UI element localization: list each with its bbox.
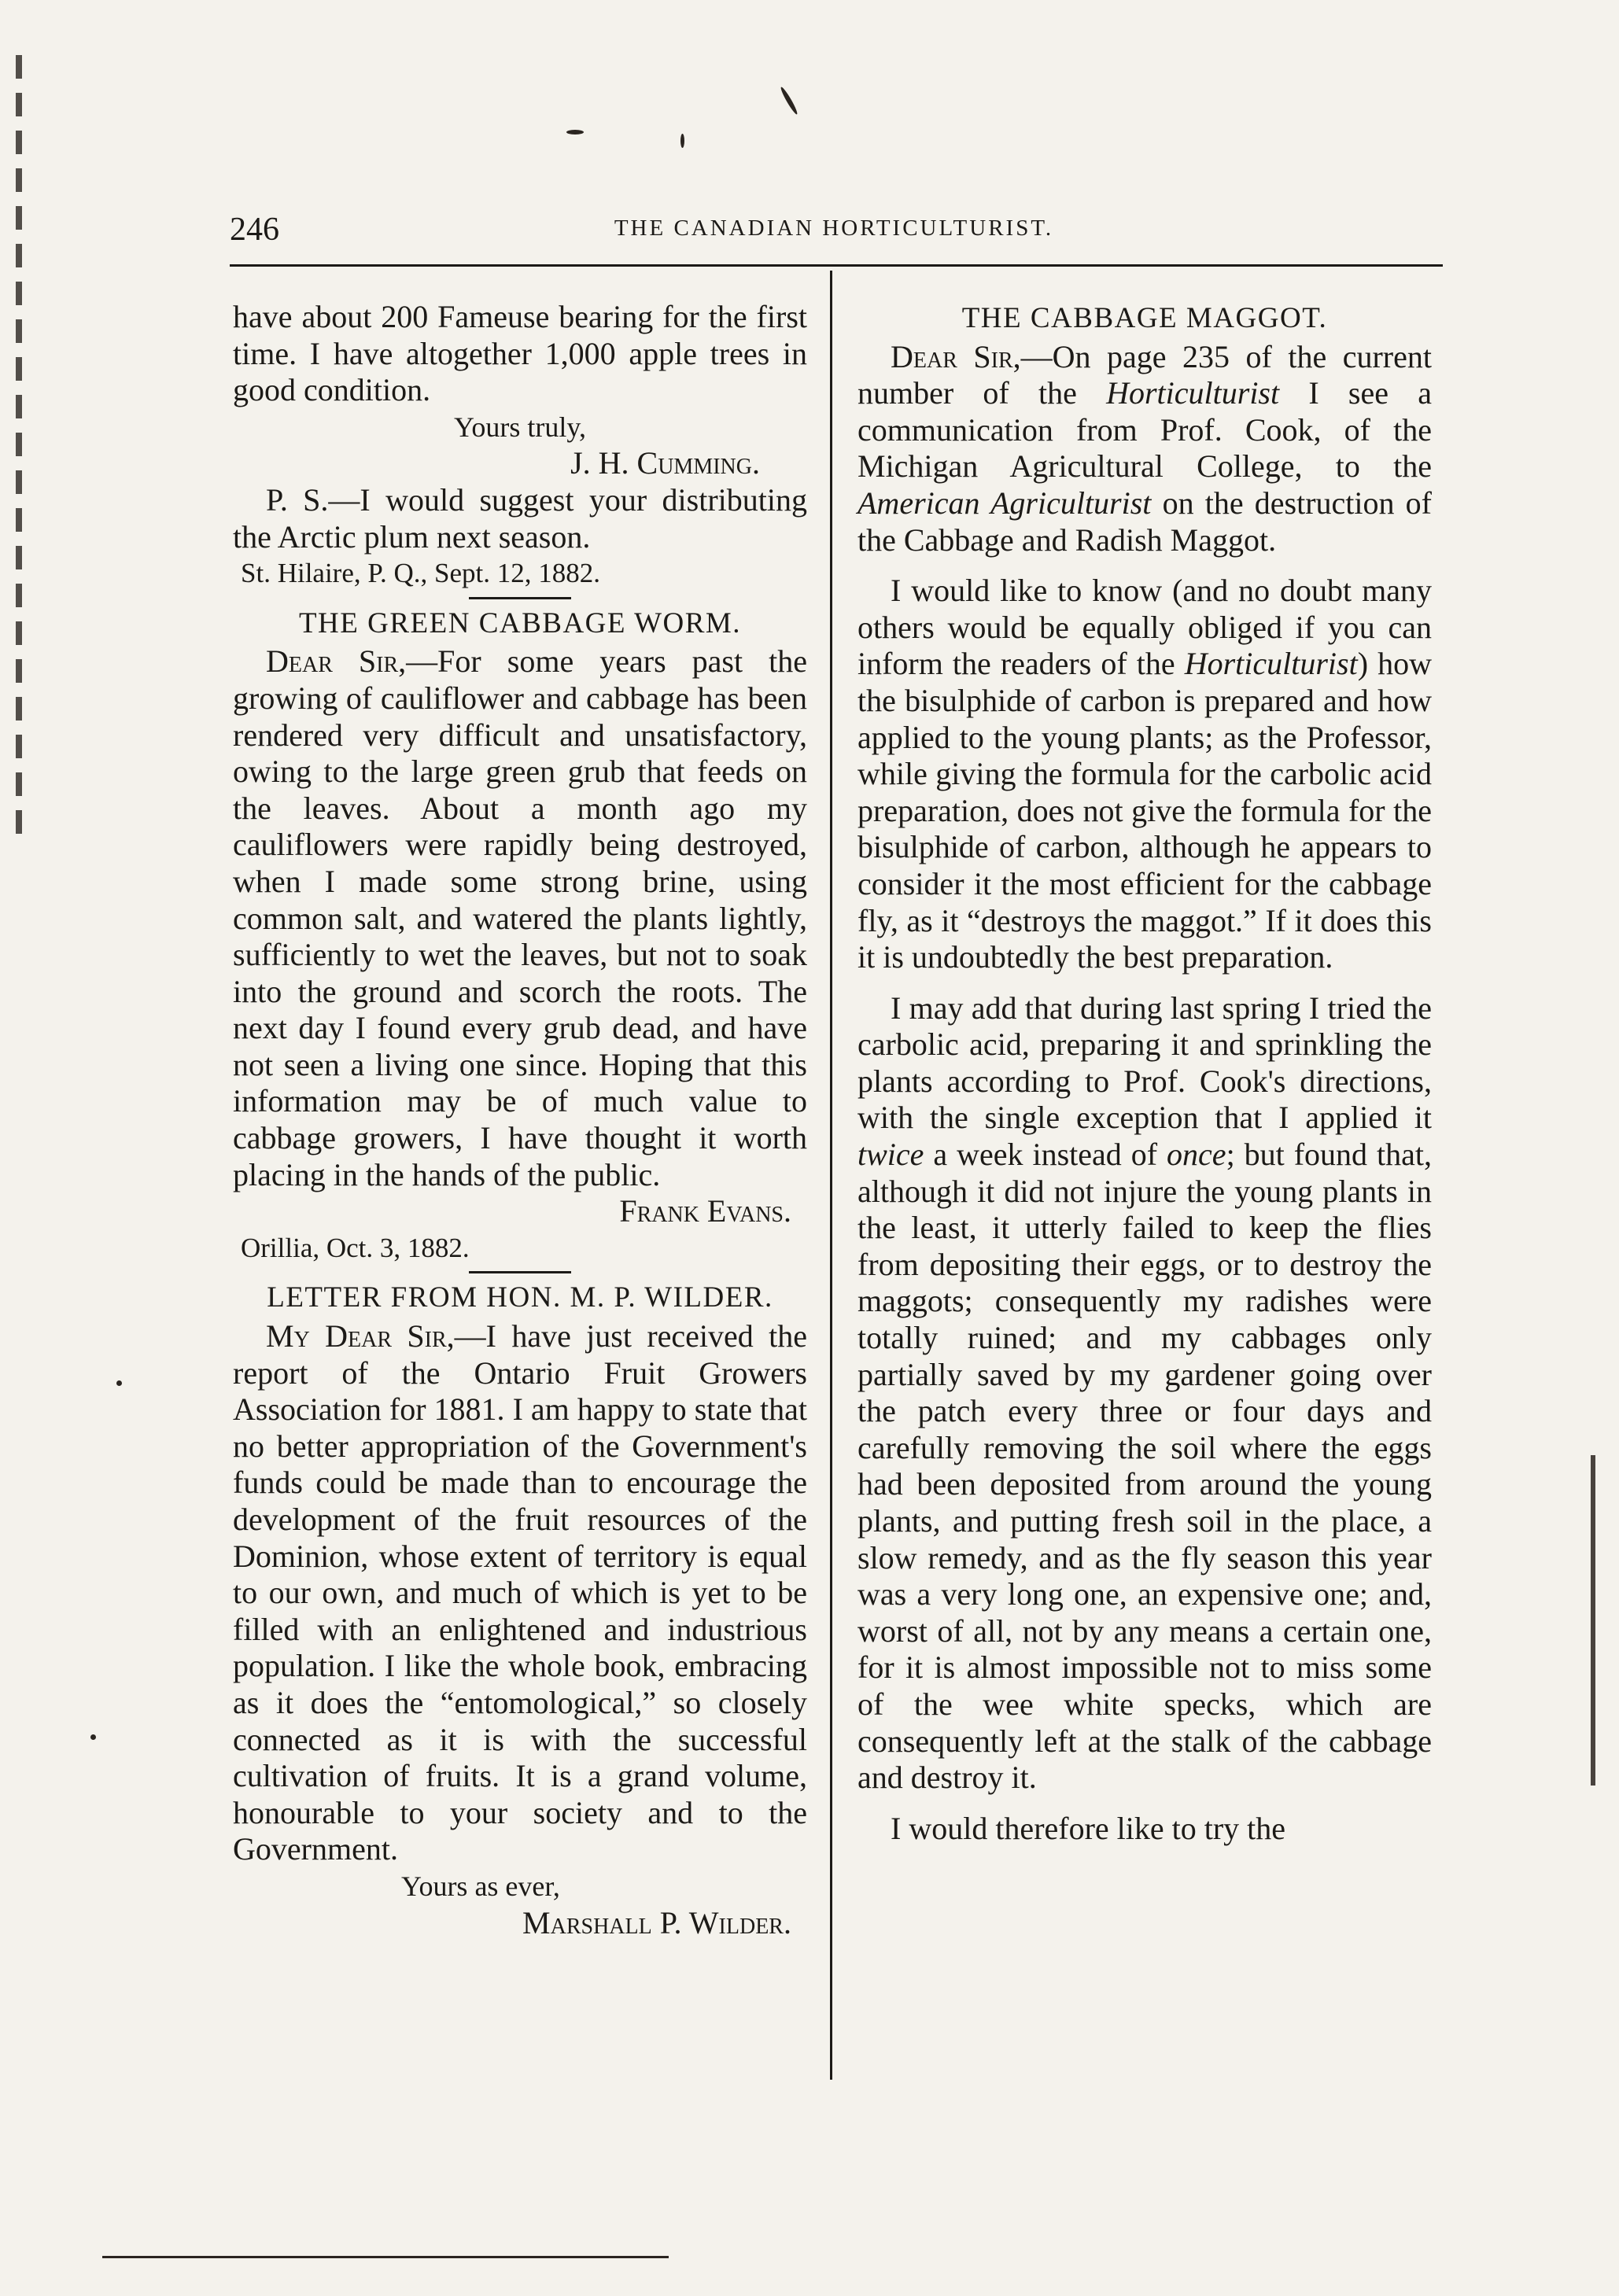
dateline: St. Hilaire, P. Q., Sept. 12, 1882. [241, 558, 600, 589]
salutation: Dear Sir, [266, 643, 407, 680]
paragraph: I may add that during last spring I tried the carbolic acid, preparing it and sprinkling the plants according to Prof. Cook's directions, with the single exception that I applied it twice a week instead of once; but found that, although it did not injure the young plants in the least, it utterly failed to keep the flies from depositing their eggs, or to destroy the maggots; consequently my radishes were totally ruined; and my cabbages only partially saved by my gardener going over the patch every three or four days and carefully removing the soil where the eggs had been deposited from around the young plants, and putting fresh soil in the place, a slow remedy, and as the fly season this year was a very long one, an expensive one; and, worst of all, not by any means a certain one, for it is almost impossible not to miss some of the wee white specks, which are consequently left at the stalk of the cabbage and destroy it. [857, 990, 1432, 1796]
scan-speck [566, 130, 584, 135]
complimentary-close: Yours truly, [453, 411, 587, 443]
paragraph: I would like to know (and no doubt many others would be equally obliged if you can inform the readers of the Horticulturist) how the bisulphide of carbon is prepared and how applied to the young plants; as the Professor, while giving the formula for the carbolic acid preparation, does not give the formula for the bisulphide of carbon, although he appears to consider it the most efficient for the cabbage fly, as it “destroys the maggot.” If it does this it is undoubtedly the best preparation. [857, 573, 1433, 975]
scan-speck [680, 134, 684, 148]
left-column [233, 299, 807, 1941]
footer-rule [102, 2256, 669, 2258]
running-header [230, 211, 1438, 258]
salutation: Dear Sir, [891, 338, 1021, 374]
signature: J. H. Cumming. [570, 445, 760, 481]
postscript: P. S.—I would suggest your distributing the Arctic plum next season. [233, 481, 807, 555]
signature: Marshall P. Wilder. [522, 1904, 791, 1940]
page-number: 246 [230, 212, 279, 248]
complimentary-close: Yours as ever, [401, 1870, 560, 1902]
section-rule [469, 1271, 571, 1273]
scan-speck [90, 1734, 96, 1740]
paragraph: I would therefore like to try the [891, 1810, 1286, 1846]
column-divider [830, 271, 832, 2080]
heading: LETTER FROM HON. M. P. WILDER. [267, 1281, 773, 1314]
heading: THE CABBAGE MAGGOT. [961, 302, 1328, 334]
scan-speck [779, 86, 798, 116]
paragraph: Dear Sir,—On page 235 of the current number of the Horticulturist I see a communication from Prof. Cook, of the Michigan Agricultural College, to the American Agriculturist on the destruction of the Cabbage and Radish Maggot. [857, 338, 1432, 558]
scan-edge-artifact [1591, 1455, 1595, 1786]
header-rule [230, 264, 1443, 267]
dateline: Orillia, Oct. 3, 1882. [241, 1232, 470, 1263]
scan-edge-artifact [16, 55, 22, 842]
running-title: THE CANADIAN HORTICULTURIST. [614, 216, 1054, 241]
scan-speck [116, 1380, 122, 1386]
salutation: My Dear Sir, [266, 1318, 455, 1354]
heading: THE GREEN CABBAGE WORM. [298, 606, 742, 639]
section-rule [469, 597, 571, 599]
paragraph: My Dear Sir,—I have just received the report of the Ontario Fruit Growers Association for 1881. I am happy to state that no better appropriation of the Government's funds could be made than to encourage the development of the fruit resources of the Dominion, whose extent of territory is equal to our own, and much of which is yet to be filled with an enlightened and industrious population. I like the whole book, embracing as it does the “entomological,” so closely connected as it is with the successful cultivation of fruits. It is a grand volume, honourable to your society and to the Government. [233, 1318, 808, 1867]
paragraph: have about 200 Fameuse bearing for the first time. I have altogether 1,000 apple trees in good condition. [233, 299, 807, 408]
right-column [857, 299, 1432, 1847]
paragraph: Dear Sir,—For some years past the growing of cauliflower and cabbage has been rendered very difficult and unsatisfactory, owing to the large green grub that feeds on the leaves. About a month ago my cauliflowers were rapidly being destroyed, when I made some strong brine, using common salt, and watered the plants lightly, sufficiently to wet the leaves, but not to soak into the ground and scorch the roots. The next day I found every grub dead, and have not seen a living one since. Hoping that this information may be of much value to cabbage growers, I have thought it worth placing in the hands of the public. [233, 643, 807, 1192]
signature: Frank Evans. [619, 1193, 791, 1229]
